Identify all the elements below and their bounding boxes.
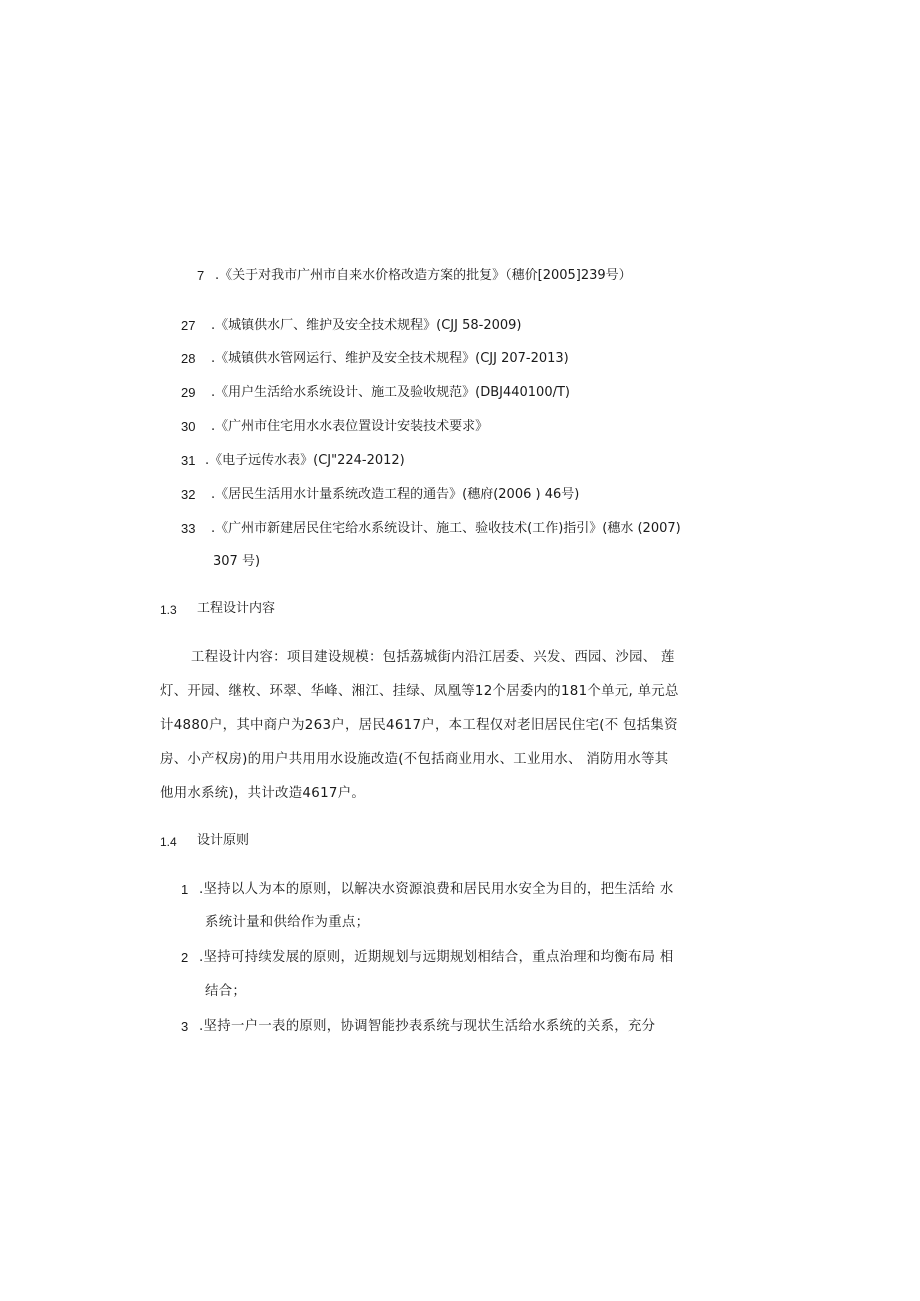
paragraph-line: 他用水系统)，共计改造4617户。 [160,786,366,801]
principle-line: 系统计量和供给作为重点； [205,915,370,930]
paragraph-line: 工程设计内容：项目建设规模：包括荔城街内沿江居委、兴发、西园、沙园、 莲 [191,650,675,665]
reference-item: .《城镇供水管网运行、维护及安全技术规程》(CJJ 207-2013) [211,351,569,366]
principle-line: 结合； [205,984,247,999]
section-number: 1.3 [160,603,177,617]
reference-number: 7 [197,268,205,283]
reference-item: .《广州市新建居民住宅给水系统设计、施工、验收技术(工作)指引》(穗水 (2007) [211,521,681,536]
reference-number: 30 [181,419,196,434]
principle-line: .坚持可持续发展的原则，近期规划与远期规划相结合，重点治理和均衡布局 相 [199,950,674,965]
paragraph-line: 灯、开园、继枚、环翠、华峰、湘江、挂绿、凤凰等12个居委内的181个单元, 单元总 [160,684,679,699]
principle-number: 1 [181,882,189,897]
reference-item: .《广州市住宅用水水表位置设计安装技术要求》 [211,419,489,434]
reference-number: 28 [181,351,196,366]
section-title: 设计原则 [197,833,250,848]
reference-number: 31 [181,453,196,468]
reference-item: .《居民生活用水计量系统改造工程的通告》(穗府(2006 ) 46号) [211,487,580,502]
reference-item: .《电子远传水表》(CJ"224-2012) [205,453,405,468]
principle-line: .坚持以人为本的原则，以解决水资源浪费和居民用水安全为目的，把生活给 水 [199,882,674,897]
principle-line: .坚持一户一表的原则，协调智能抄表系统与现状生活给水系统的关系，充分 [199,1019,656,1034]
section-title: 工程设计内容 [197,601,276,616]
reference-item: .《关于对我市广州市自来水价格改造方案的批复》（穗价[2005]239号） [215,268,632,283]
reference-number: 29 [181,385,196,400]
reference-item-continuation: 307 号) [213,554,261,569]
principle-number: 2 [181,950,189,965]
reference-number: 32 [181,487,196,502]
reference-number: 27 [181,318,196,333]
reference-item: .《用户生活给水系统设计、施工及验收规范》(DBJ440100/T) [211,385,570,400]
paragraph-line: 房、小产权房)的用户共用用水设施改造(不包括商业用水、工业用水、 消防用水等其 [160,752,669,767]
paragraph-line: 计4880户，其中商户为263户，居民4617户，本工程仅对老旧居民住宅(不 包括集资 [160,718,678,733]
reference-item: .《城镇供水厂、维护及安全技术规程》(CJJ 58-2009) [211,318,522,333]
principle-number: 3 [181,1019,189,1034]
section-number: 1.4 [160,835,177,849]
reference-number: 33 [181,521,196,536]
